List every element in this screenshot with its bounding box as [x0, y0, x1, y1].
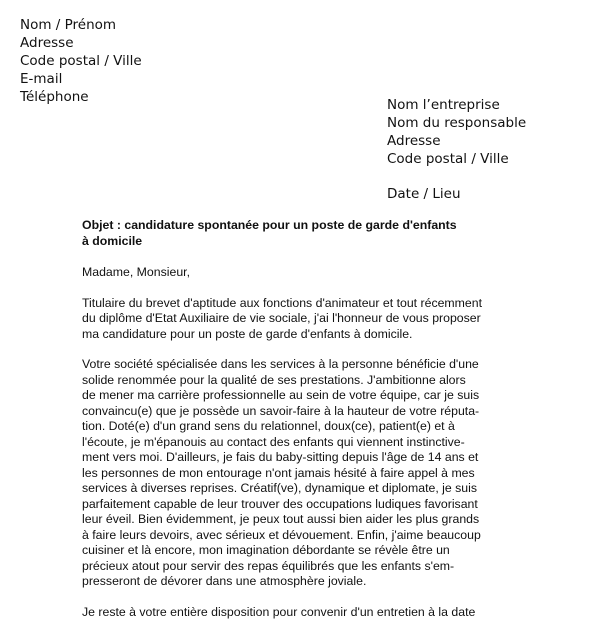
salutation: Madame, Monsieur,: [82, 265, 190, 279]
recipient-block: [387, 96, 526, 168]
paragraph-line: Titulaire du brevet d'aptitude aux fonctions d'animateur et tout récemment: [82, 295, 483, 310]
sender-block: [20, 16, 142, 106]
paragraph-line: Je reste à votre entière disposition pour convenir d'un entretien à la date: [82, 604, 476, 619]
paragraph-line: Votre société spécialisée dans les services à la personne bénéficie d'une: [82, 357, 479, 371]
date-place: Date / Lieu: [387, 186, 461, 202]
paragraph-line: de mener ma carrière professionnelle au sein de votre équipe, car je suis: [82, 388, 480, 402]
subject-line-2: à domicile: [82, 233, 143, 248]
paragraph-line: ma candidature pour un poste de garde d'enfants à domicile.: [82, 326, 413, 341]
paragraph-line: cuisiner et là encore, mon imagination débordante se révèle être un: [82, 543, 450, 557]
paragraph-closing: [82, 605, 512, 621]
paragraph-motivation: [82, 357, 512, 590]
sender-phone: Téléphone: [20, 89, 89, 105]
sender-postal-city: Code postal / Ville: [20, 53, 142, 69]
sender-address: Adresse: [20, 35, 74, 51]
paragraph-line: l'écoute, je m'épanouis au contact des enfants qui viennent instinctive-: [82, 434, 465, 449]
recipient-address: Adresse: [387, 133, 441, 149]
paragraph-line: solide renommée pour la qualité de ses prestations. J'ambitionne alors: [82, 372, 466, 387]
recipient-postal-city: Code postal / Ville: [387, 151, 509, 167]
recipient-company: Nom l’entreprise: [387, 97, 500, 113]
sender-email: E-mail: [20, 71, 63, 87]
sender-name: Nom / Prénom: [20, 17, 117, 33]
paragraph-line: presseront de dévorer dans une atmosphère joviale.: [82, 574, 367, 588]
recipient-manager: Nom du responsable: [387, 115, 527, 131]
letter-body: [82, 218, 512, 635]
paragraph-line: du diplôme d'Etat Auxiliaire de vie sociale, j'ai l'honneur de vous proposer: [82, 311, 481, 325]
paragraph-line: services à diverses reprises. Créatif(ve), dynamique et diplomate, je suis: [82, 481, 478, 495]
paragraph-line: parfaitement capable de leur trouver des occupations ludiques favorisant: [82, 496, 478, 511]
paragraph-line: tion. Doté(e) d'un grand sens du relationnel, doux(ce), patient(e) et à: [82, 419, 455, 433]
paragraph-intro: [82, 296, 512, 343]
paragraph-line: convaincu(e) que je possède un savoir-faire à la hauteur de votre réputa-: [82, 403, 480, 418]
subject-line-1: Objet : candidature spontanée pour un poste de garde d'enfants: [82, 218, 457, 232]
paragraph-line: les personnes de mon entourage n'ont jamais hésité à faire appel à mes: [82, 465, 475, 480]
paragraph-line: leur éveil. Bien évidemment, je peux tout aussi bien aider les plus grands: [82, 512, 480, 526]
subject-line: [82, 218, 512, 249]
paragraph-line: à faire leurs devoirs, avec sérieux et dévouement. Enfin, j'aime beaucoup: [82, 527, 481, 542]
paragraph-line: précieux atout pour servir des repas équilibrés que les enfants s'em-: [82, 558, 455, 573]
paragraph-line: ment vers moi. D'ailleurs, je fais du baby-sitting depuis l'âge de 14 ans et: [82, 450, 479, 464]
